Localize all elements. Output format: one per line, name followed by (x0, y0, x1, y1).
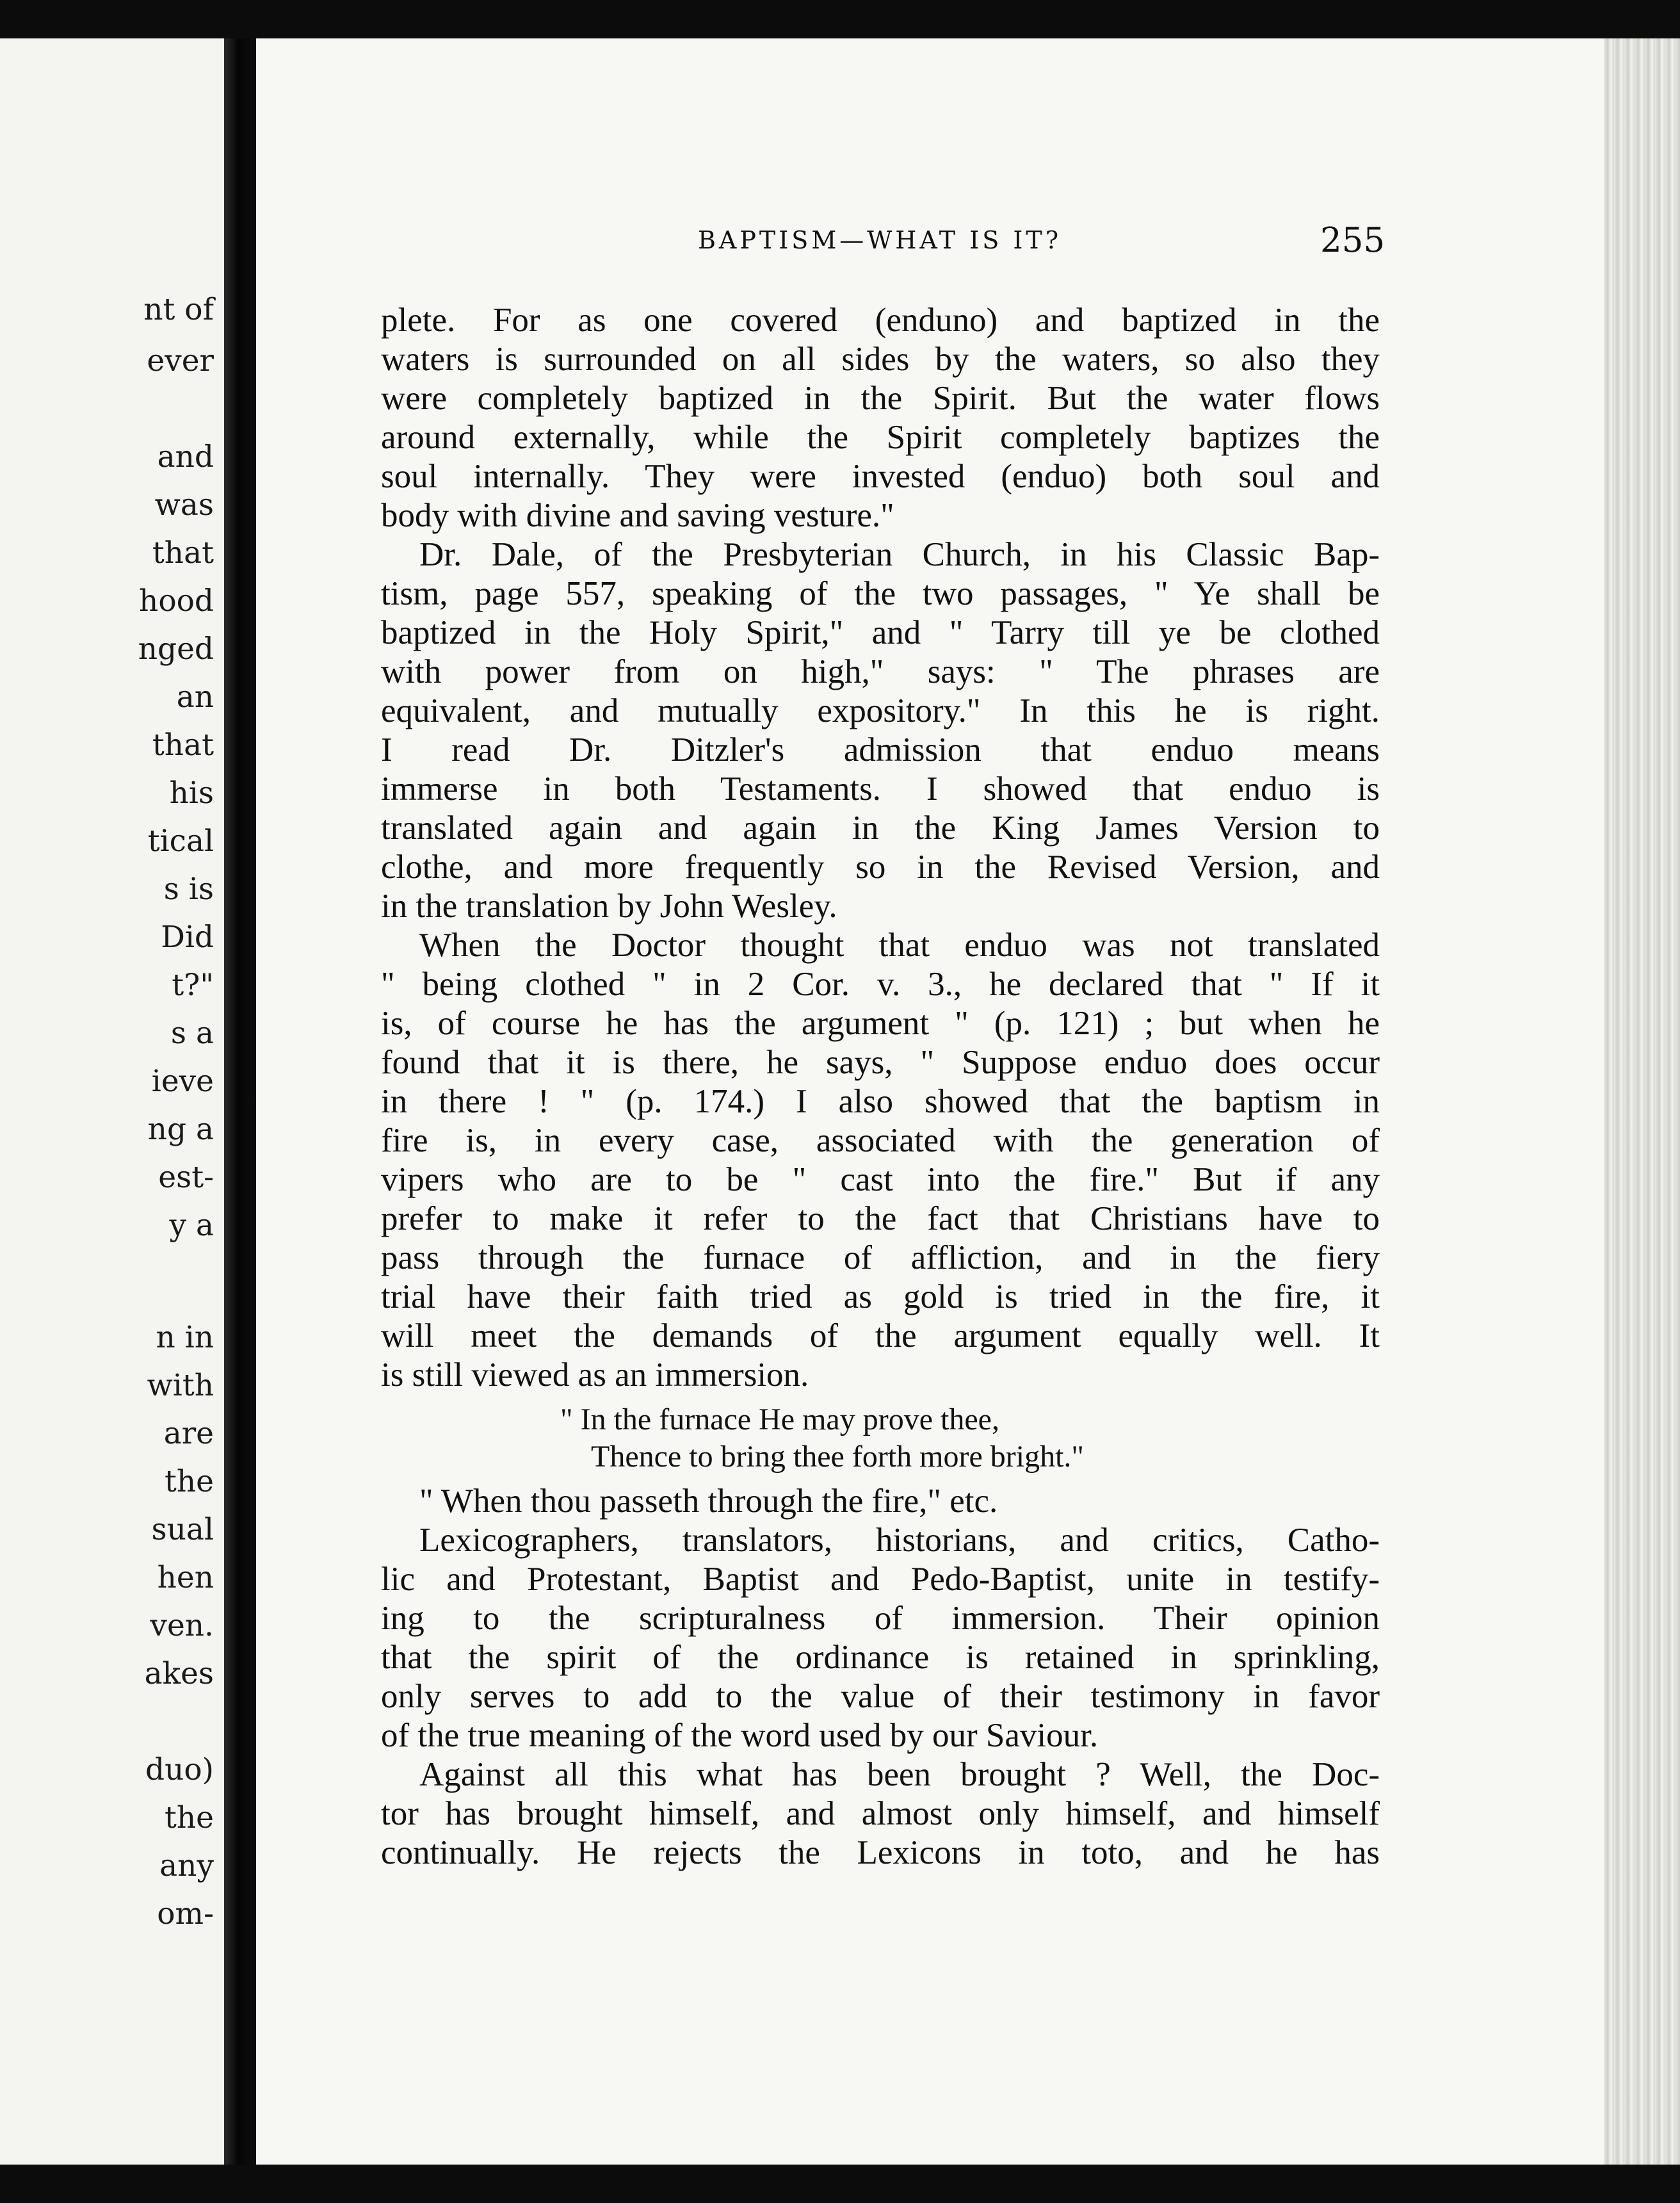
paragraph-block-2 (381, 1482, 1380, 1873)
text-line: waters is surrounded on all sides by the waters, so also they (381, 341, 1380, 378)
left-page-line: ng a (147, 1112, 214, 1147)
left-page-line: s is (163, 872, 214, 907)
left-page-line: sual (151, 1512, 214, 1547)
text-line: is still viewed as an immersion. (381, 1356, 809, 1394)
poem-quote (381, 1401, 1380, 1475)
text-line: soul internally. They were invested (enduo) both soul and (381, 458, 1380, 495)
left-page-line: the (165, 1464, 214, 1499)
left-page-line: nged (138, 631, 214, 667)
text-line: body with divine and saving vesture." (381, 497, 894, 534)
text-line: pass through the furnace of affliction, and in the fiery (381, 1239, 1380, 1276)
text-line: Lexicographers, translators, historians, and critics, Catho- (419, 1522, 1380, 1559)
left-page-line: was (154, 487, 214, 523)
text-line: in the translation by John Wesley. (381, 888, 837, 925)
text-line: baptized in the Holy Spirit," and " Tarry till ye be clothed (381, 614, 1380, 651)
text-line: around externally, while the Spirit completely baptizes the (381, 419, 1380, 456)
text-line: lic and Protestant, Baptist and Pedo-Baptist, unite in testify- (381, 1561, 1380, 1598)
text-line: prefer to make it refer to the fact that Christians have to (381, 1200, 1380, 1237)
text-line: tism, page 557, speaking of the two passages, " Ye shall be (381, 575, 1380, 612)
left-page-line: with (147, 1368, 214, 1403)
text-line: that the spirit of the ordinance is retained in sprinkling, (381, 1639, 1380, 1676)
text-line: Against all this what has been brought ? Well, the Doc- (419, 1756, 1380, 1793)
left-page-line: om- (157, 1896, 214, 1931)
poem-line: Thence to bring thee forth more bright." (591, 1440, 1085, 1474)
left-page-line: nt of (143, 292, 214, 327)
text-line: tor has brought himself, and almost only himself, and himself (381, 1795, 1380, 1832)
left-page-line: t?" (172, 968, 214, 1003)
left-page-line: an (176, 679, 214, 715)
left-page-line: y a (169, 1208, 214, 1243)
left-page-line: that (152, 728, 214, 763)
text-line: with power from on high," says: " The phrases are (381, 653, 1380, 690)
left-page-line: ever (147, 343, 214, 378)
text-line: clothe, and more frequently so in the Revised Version, and (381, 849, 1380, 886)
left-page-line: duo) (145, 1752, 214, 1787)
left-page-line: Did (161, 920, 214, 955)
left-page-line: akes (144, 1656, 214, 1691)
page-edges (1604, 38, 1680, 2165)
text-line: will meet the demands of the argument equally well. It (381, 1317, 1380, 1354)
left-page-line: and (157, 439, 214, 475)
text-line: immerse in both Testaments. I showed that enduo is (381, 770, 1380, 808)
text-line: found that it is there, he says, " Suppose enduo does occur (381, 1044, 1380, 1081)
left-page-line: hood (139, 583, 214, 619)
left-page-line: hen (157, 1560, 214, 1595)
body-text (381, 301, 1380, 1873)
text-line: fire is, in every case, associated with the generation of (381, 1122, 1380, 1159)
text-line: equivalent, and mutually expository." In this he is right. (381, 692, 1380, 729)
left-facing-page (0, 38, 224, 2165)
text-line: Dr. Dale, of the Presbyterian Church, in his Classic Bap- (419, 536, 1380, 573)
text-line: When the Doctor thought that enduo was not translated (419, 927, 1380, 964)
left-page-line: tical (147, 824, 214, 859)
left-page-line: his (169, 776, 214, 811)
left-page-line: n in (156, 1320, 214, 1355)
text-line: only serves to add to the value of their testimony in favor (381, 1678, 1380, 1715)
left-page-line: are (163, 1416, 214, 1451)
left-page-line: s a (170, 1016, 214, 1051)
text-line: trial have their faith tried as gold is tried in the fire, it (381, 1278, 1380, 1315)
text-line: of the true meaning of the word used by our Saviour. (381, 1717, 1099, 1754)
running-head: BAPTISM—WHAT IS IT? (698, 226, 1062, 254)
poem-line: " In the furnace He may prove thee, (560, 1402, 999, 1436)
text-line: plete. For as one covered (enduno) and baptized in the (381, 302, 1380, 339)
text-line: in there ! " (p. 174.) I also showed that the baptism in (381, 1083, 1380, 1120)
page-number: 255 (1320, 221, 1385, 260)
text-line: " When thou passeth through the fire," etc. (419, 1483, 998, 1520)
paragraph-block-1 (381, 301, 1380, 1395)
left-page-line: ieve (151, 1064, 214, 1099)
text-line: continually. He rejects the Lexicons in toto, and he has (381, 1834, 1380, 1871)
book-gutter (224, 38, 259, 2165)
left-page-line: ven. (150, 1608, 214, 1643)
text-line: vipers who are to be " cast into the fire." But if any (381, 1161, 1380, 1198)
text-line: " being clothed " in 2 Cor. v. 3., he declared that " If it (381, 966, 1380, 1003)
text-line: is, of course he has the argument " (p. 121) ; but when he (381, 1005, 1380, 1042)
text-line: were completely baptized in the Spirit. But the water flows (381, 380, 1380, 417)
left-page-line: any (159, 1848, 214, 1883)
text-line: I read Dr. Ditzler's admission that enduo means (381, 731, 1380, 768)
text-line: translated again and again in the King James Version to (381, 809, 1380, 847)
left-page-line: the (165, 1800, 214, 1835)
left-page-line: est- (158, 1160, 214, 1195)
text-line: ing to the scripturalness of immersion. Their opinion (381, 1600, 1380, 1637)
left-page-line: that (152, 535, 214, 571)
